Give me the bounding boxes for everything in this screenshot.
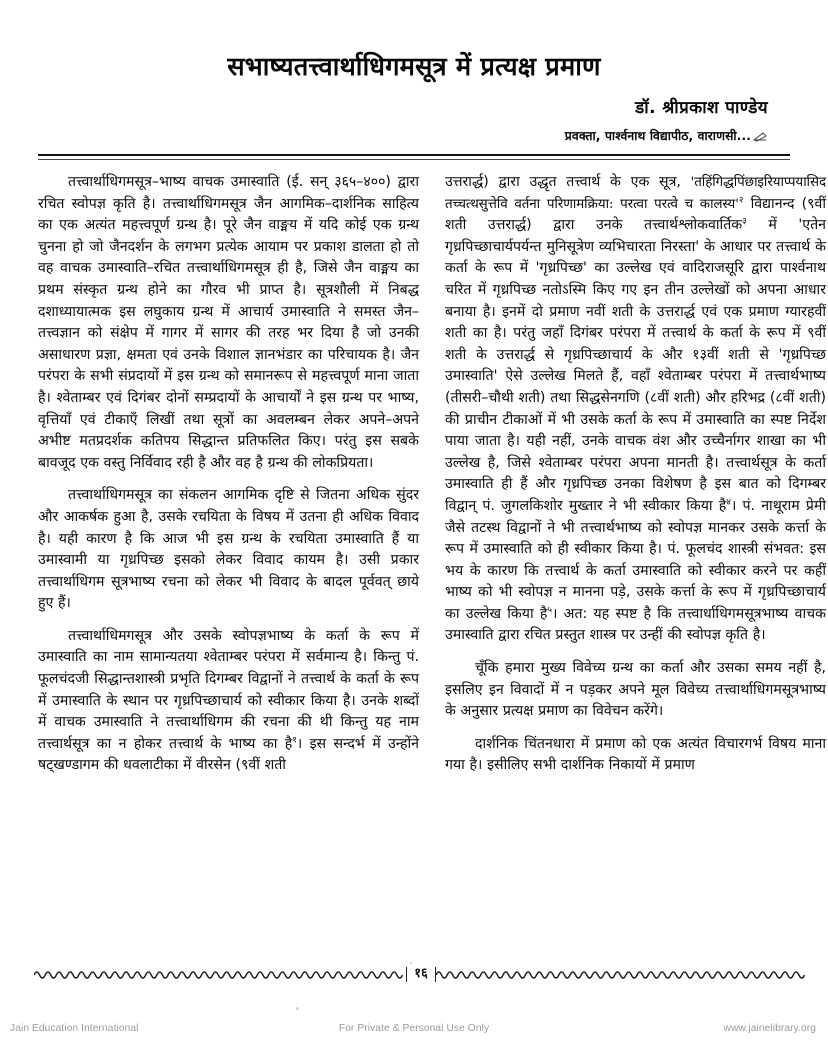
page-number: १६ [406, 967, 436, 982]
pen-nib-icon [752, 127, 768, 138]
scan-speck [410, 962, 412, 964]
ornament-left [34, 966, 406, 982]
paragraph: चूँकि हमारा मुख्य विवेच्य ग्रन्थ का कर्ता और उसका समय नहीं है, इसलिए इन विवादों में न पड़कर अपने मूल विवेच्य तत्त्वार्थाधिगमसूत्रभाष्य के अनुसार प्रत्यक्ष प्रमाण का विवेचन करेंगे। [445, 660, 827, 720]
page-header [0, 0, 828, 145]
footnote-marker: ५ [547, 605, 553, 616]
paragraph-end: । पं. नाथूराम प्रेमी जैसे तटस्थ विद्वानों ने भी तत्त्वार्थभाष्य को स्वोपज्ञ मानकर उसके कर्त्ता के रूप में उमास्वाति को ही स्वीकार किया है। पं. फूलचंद शास्त्री संभवत: इस भय के कारण कि तत्त्वार्थ के कर्ता उमास्वाति को स्वीकार करने पर कहीं भाष्य को भी स्वोपज्ञ न मानना पड़े, उसके कर्त्ता के रूप में गृध्रपिच्छाचार्य का उल्लेख किया है [445, 497, 826, 622]
paragraph-after: में 'एतेन गृध्रपिच्छाचार्यपर्यन्त मुनिसूत्रेण व्यभिचारता निरस्ता' के आधार पर तत्त्वार्थ के कर्ता के रूप में 'गृध्रपिच्छ' का उल्लेख एवं वादिराजसूरि द्वारा पार्श्वनाथ चरित में गृध्रपिच्छ नतोऽस्मि किए गए इन तीन उल्लेखों को अपना आधार बनाया है। इनमें दो प्रमाण नवीं शती के उत्तरार्द्ध एवं एक प्रमाण ग्यारहवीं शती का है। परंतु जहाँ दिगंबर परंपरा में तत्त्वार्थ के कर्ता के रूप में ९वीं शती के उत्तरार्द्ध से गृध्रपिच्छाचार्य के और १३वीं शती से 'गृध्रपिच्छ उमास्वाति' ऐसे उल्लेख मिलते हैं, वहाँ श्वेताम्बर परंपरा में तत्त्वार्थभाष्य (तीसरी–चौथी शती) तथा सिद्धसेनगणि (८वीं शती) और हरिभद्र (८वीं शती) की प्राचीन टीकाओं में भी उसके कर्ता के रूप में उमास्वाति का स्पष्ट निर्देश पाया जाता है। यही नहीं, उनके वाचक वंश और उच्चैर्नागर शाखा का भी उल्लेख है, जिसे श्वेताम्बर परंपरा अपना मानती है। तत्त्वार्थसूत्र के कर्ता उमास्वाति ही हैं और गृध्रपिच्छ उनका विशेषण है इस बात को दिगम्बर विद्वान् पं. जुगलकिशोर मुख्तार ने भी स्वीकार किया है [445, 217, 826, 514]
footer-center-text: For Private & Personal Use Only [338, 1022, 490, 1034]
paragraph-lead: उत्तरार्द्ध) द्वारा उद्धृत तत्त्वार्थ के एक सूत्र, [445, 174, 681, 190]
page-footer [0, 1016, 828, 1040]
paragraph-tail: । इस सन्दर्भ में उन्होंने षट्खण्डागम की धवलाटीका में वीरसेन (९वीं शती [38, 735, 419, 774]
ornament-right [436, 966, 808, 982]
paragraph-final: । अत: यह स्पष्ट है कि तत्त्वार्धाधिगमसूत्रभाष्य वाचक उमास्वाति द्वारा रचित प्रस्तुत शास्त्र पर उन्हीं की स्वोपज्ञ कृति है। [445, 605, 826, 644]
paragraph-text: तत्त्वार्थाधिमगसूत्र और उसके स्वोपज्ञभाष्य के कर्ता के रूप में उमास्वाति का नाम सामान्यतया श्वेताम्बर परंपरा में सर्वमान्य है। किन्तु पं. फूलचंदजी सिद्धान्तशास्त्री प्रभृति दिगम्बर विद्वानों ने तत्त्वार्थ के कर्ता के रूप में उमास्वाति के स्थान पर गृध्रपिच्छाचार्य को स्वीकार किया है। उनके शब्दों में वाचक उमास्वाति ने तत्त्वार्थाधिगम की रचना की थी किन्तु यह नाम तत्त्वार्थसूत्र का न होकर तत्त्वार्थ के भाष्य का है [38, 627, 419, 752]
paragraph: दार्शनिक चिंतनधारा में प्रमाण को एक अत्यंत विचारगर्भ विषय माना गया है। इसीलिए सभी दार्शनिक निकायों में प्रमाण [445, 735, 826, 774]
footnote-marker: ३ [742, 216, 747, 227]
body-columns [38, 172, 827, 962]
footnote-marker: २ [738, 194, 744, 205]
paragraph: तत्त्वार्थाधिगमसूत्र का संकलन आगमिक दृष्टि से जितना अधिक सुंदर और आकर्षक हुआ है, उसके रचयिता के विषय में उतना ही अधिक विवाद है। यही कारण है कि आज भी इस ग्रन्थ के रचयिता उमास्वाति हैं या उमास्वामी या गृध्रपिच्छ इसको लेकर विवाद कायम है। उसी प्रकार तत्त्वार्थाधिगम सूत्रभाष्य रचना को लेकर भी विवाद के बादल पूर्ववत् छाये हुए हैं। [38, 487, 419, 612]
paragraph [38, 626, 419, 777]
sanskrit-quotation: 'तहिंगिद्धपिंछाइरियाप्पयासिद तच्चत्थसुत्तेवि वर्तना परिणामक्रिया: परत्वा परत्वे च कालस्य' [445, 175, 826, 212]
header-divider [38, 154, 790, 156]
paragraph [445, 172, 826, 647]
author-name: डॉ. श्रीप्रकाश पाण्डेय [635, 98, 768, 119]
footer-left-text: Jain Education International [10, 1022, 139, 1034]
page-title: सभाष्यतत्त्वार्थाधिगमसूत्र में प्रत्यक्ष प्रमाण [227, 52, 601, 82]
right-column [445, 172, 826, 962]
scan-speck [296, 1007, 299, 1010]
footnote-marker: १ [292, 735, 297, 746]
author-affiliation: प्रवक्ता, पार्श्वनाथ विद्यापीठ, वाराणसी... [564, 129, 751, 144]
paragraph-mid: विद्यानन्द (९वीं शती उत्तरार्द्ध) द्वारा उनके तत्त्वार्थश्लोकवार्तिक [445, 195, 826, 234]
byline [38, 97, 790, 145]
footer-ornament-row [34, 962, 808, 986]
paragraph: तत्त्वार्थाधिगमसूत्र–भाष्य वाचक उमास्वाति (ई. सन् ३६५–४००) द्वारा रचित स्वोपज्ञ कृति है। तत्त्वार्थाधिगमसूत्र जैन आगमिक–दार्शनिक साहित्य का एक अत्यंत महत्त्वपूर्ण ग्रन्थ है। पूरे जैन वाङ्मय में यदि कोई एक ग्रन्थ चुनना हो जो जैनदर्शन के लगभग प्रत्येक आयाम पर प्रकाश डालता हो तो वह वाचक उमास्वाति–रचित तत्त्वार्थाधिगमसूत्र ही है, जिसे जैन वाङ्मय का प्रथम संस्कृत ग्रन्थ होने का गौरव भी प्राप्त है। सूत्रशौली में निबद्ध दशाध्यायात्मक इस लघुकाय ग्रन्थ में आचार्य उमास्वाति ने समस्त जैन–तत्त्वज्ञान को संक्षेप में गागर में सागर की तरह भर दिया है जो उनकी असाधारण प्रज्ञा, क्षमता एवं उनके विशाल ज्ञानभंडार का परिचायक है। जैन परंपरा के सभी संप्रदायों में इस ग्रन्थ को समानरूप से महत्त्वपूर्ण माना जाता है। श्वेताम्बर एवं दिगंबर दोनों सम्प्रदायों के आचार्यों ने इस ग्रन्थ पर भाष्य, वृत्तियाँ एवं टीकाएँ लिखीं तथा सूत्रों का अवलम्बन लेकर अपने–अपने अभीष्ट मतप्रदर्शक कतिपय सिद्धान्त प्रतिफलित किए। परंतु इस सबके बावजूद एक वस्तु निर्विवाद रही है और वह है ग्रन्थ की लोकप्रियता। [38, 174, 419, 471]
footnote-marker: ४ [726, 497, 731, 508]
left-column [38, 172, 419, 962]
footer-url[interactable]: www.jainelibrary.org [723, 1022, 816, 1034]
